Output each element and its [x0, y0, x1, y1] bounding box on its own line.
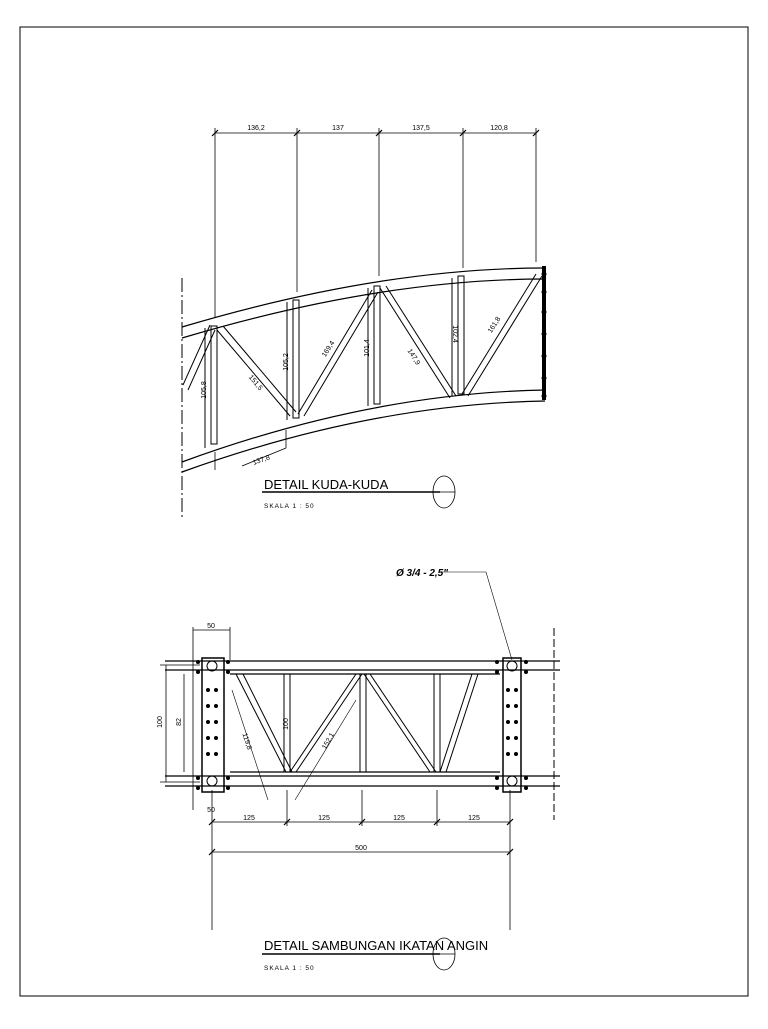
bracing-detail: [160, 572, 560, 970]
top-chord-outer: [182, 268, 545, 327]
total-length-dim: 500: [355, 845, 367, 852]
vertical-dim-4: 102,4: [451, 325, 458, 343]
bottom-dim: 137,8: [252, 454, 271, 467]
spacing-1: 125: [243, 815, 255, 822]
spacing-3: 125: [393, 815, 405, 822]
diagonal-dim-2: 169,4: [321, 339, 337, 359]
diagonal-dim-3: 147,9: [405, 347, 421, 367]
truss-title: DETAIL KUDA-KUDA: [264, 477, 389, 492]
top-plate-dim: 50: [207, 623, 215, 630]
bracing-title: DETAIL SAMBUNGAN IKATAN ANGIN: [264, 938, 489, 953]
top-extension-lines: [215, 128, 536, 318]
diagonal-dim-b: 152,1: [321, 731, 337, 751]
sheet-border: [20, 27, 748, 996]
bracing-left-dims: [160, 627, 230, 810]
diagonal-dim-a: 119,8: [240, 732, 253, 751]
top-dim-4: 120,8: [490, 125, 508, 132]
right-bottom-hole: [507, 776, 517, 786]
right-connection-plate: [503, 658, 521, 792]
top-dim-2: 137: [332, 125, 344, 132]
end-plate-bolts: [542, 272, 547, 399]
bottom-chord-outer: [182, 390, 545, 462]
bolt-leader: [442, 572, 512, 660]
bracing-diagonals: [236, 674, 478, 772]
bracing-labels: [157, 568, 488, 972]
bracing-posts: [284, 674, 440, 772]
top-dim-3: 137,5: [412, 125, 430, 132]
vertical-dim-1: 105,8: [201, 381, 208, 399]
diagonal-dim-1: 151,5: [246, 374, 264, 393]
height-inner-dim: 82: [176, 718, 183, 726]
bracing-bottom-dims: [212, 790, 510, 930]
left-connection-plate: [202, 658, 224, 792]
height-outer-dim: 100: [157, 716, 164, 728]
left-bottom-hole: [207, 776, 217, 786]
post-height-dim: 100: [283, 718, 290, 730]
bolt-note: Ø 3/4 - 2,5": [396, 568, 448, 579]
bracing-scale: SKALA 1 : 50: [264, 965, 315, 972]
top-dim-1: 136,2: [247, 125, 265, 132]
diagonal-dim-4: 161,8: [487, 315, 503, 335]
vertical-dim-3: 101,4: [364, 339, 371, 357]
truss-scale: SKALA 1 : 50: [264, 503, 315, 510]
vertical-dim-2: 105,2: [283, 353, 290, 371]
bottom-chord-inner: [182, 401, 545, 472]
bottom-plate-dim: 50: [207, 807, 215, 814]
truss-labels: [201, 125, 508, 510]
spacing-2: 125: [318, 815, 330, 822]
spacing-4: 125: [468, 815, 480, 822]
